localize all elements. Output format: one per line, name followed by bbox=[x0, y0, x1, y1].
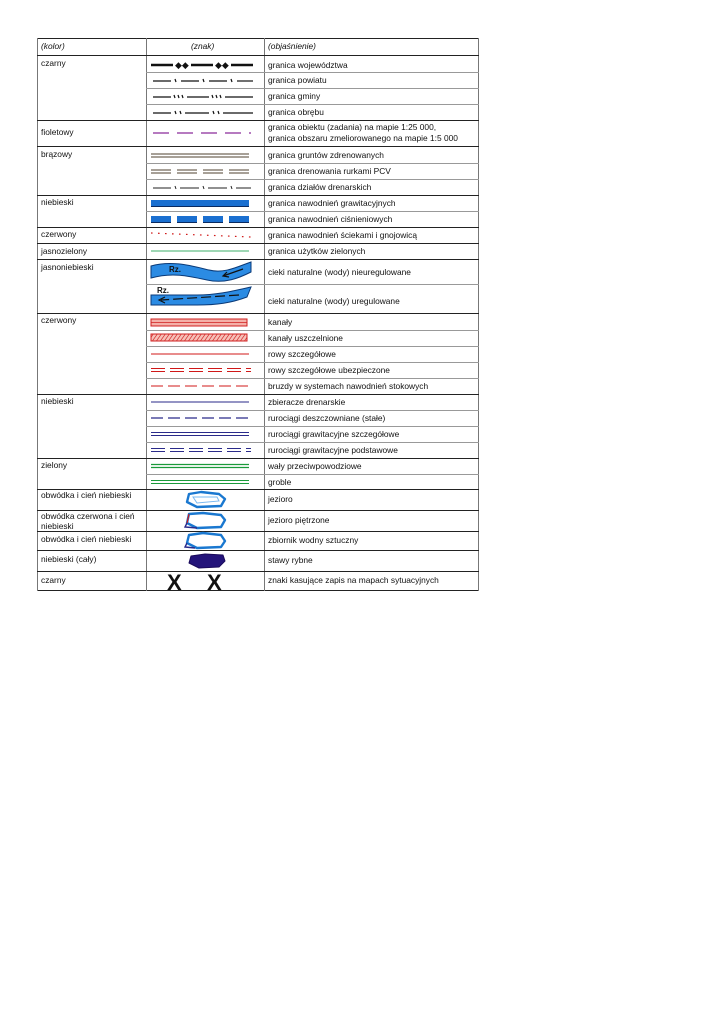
group-color-label: zielony bbox=[41, 460, 68, 470]
brown-dashed-double-line-icon bbox=[147, 164, 265, 180]
row-text: zbiornik wodny sztuczny bbox=[268, 535, 359, 545]
red-diagonal-band-icon bbox=[147, 331, 265, 347]
row-text: granica użytków zielonych bbox=[268, 246, 366, 256]
row-text: granica powiatu bbox=[268, 75, 327, 85]
header-color: (kolor) bbox=[41, 41, 65, 51]
row-text: kanały uszczelnione bbox=[268, 333, 343, 343]
row-text: rurociągi deszczowniane (stałe) bbox=[268, 413, 386, 423]
drainage-section-line-icon bbox=[147, 180, 265, 196]
header-symbol: (znak) bbox=[191, 41, 215, 51]
navy-dashed-double-line-icon bbox=[147, 443, 265, 459]
group-color-label: niebieski (cały) bbox=[41, 554, 97, 564]
stream-label: Rz. bbox=[157, 286, 169, 295]
lake-icon bbox=[147, 490, 265, 512]
navy-double-line-icon bbox=[147, 427, 265, 443]
group-color-label: niebieski bbox=[41, 396, 74, 406]
group-color-label: obwódka czerwona i cień niebieski bbox=[41, 511, 135, 531]
group-color-label: czerwony bbox=[41, 315, 77, 325]
regulated-stream-icon bbox=[147, 285, 265, 311]
brown-double-line-icon bbox=[147, 148, 265, 164]
svg-text:◆◆: ◆◆ bbox=[175, 61, 189, 71]
red-line-icon bbox=[147, 347, 265, 363]
row-text: granica nawodnień grawitacyjnych bbox=[268, 198, 396, 208]
table-border-top bbox=[37, 38, 479, 39]
red-dashed-double-line-icon bbox=[147, 363, 265, 379]
row-text: rowy szczegółowe bbox=[268, 349, 336, 359]
group-color-label: obwódka i cień niebieski bbox=[41, 534, 132, 544]
row-text: granica nawodnień ściekami i gnojowicą bbox=[268, 230, 417, 240]
group-color-label: niebieski bbox=[41, 197, 74, 207]
row-text: rurociągi grawitacyjne szczegółowe bbox=[268, 429, 400, 439]
row-text: cieki naturalne (wody) uregulowane bbox=[268, 296, 400, 306]
blue-solid-band-icon bbox=[147, 196, 265, 212]
row-text: groble bbox=[268, 477, 292, 487]
legend-table bbox=[37, 38, 479, 591]
row-text: granica obrębu bbox=[268, 107, 324, 117]
group-color-label: jasnozielony bbox=[41, 246, 88, 256]
dammed-lake-icon bbox=[147, 511, 265, 533]
cancel-mark-glyph: X bbox=[207, 570, 222, 592]
row-text: jezioro piętrzone bbox=[268, 515, 330, 525]
cancel-mark-glyph: X bbox=[167, 570, 182, 592]
row-text: jezioro bbox=[268, 494, 293, 504]
cancel-mark-icon bbox=[147, 570, 265, 594]
row-text: znaki kasujące zapis na mapach sytuacyjnych bbox=[268, 575, 439, 585]
row-text: stawy rybne bbox=[268, 555, 313, 565]
row-text: rurociągi grawitacyjne podstawowe bbox=[268, 445, 398, 455]
row-text: bruzdy w systemach nawodnień stokowych bbox=[268, 381, 429, 391]
header-explanation: (objaśnienie) bbox=[268, 41, 316, 51]
svg-text:◆◆: ◆◆ bbox=[215, 61, 229, 71]
row-text: granica województwa bbox=[268, 60, 348, 70]
row-text: wały przeciwpowodziowe bbox=[268, 461, 362, 471]
violet-dashed-line-icon bbox=[147, 126, 265, 142]
navy-dashed-line-icon bbox=[147, 411, 265, 427]
group-color-label: czerwony bbox=[41, 229, 77, 239]
natural-stream-icon bbox=[147, 260, 265, 286]
group-color-label: obwódka i cień niebieski bbox=[41, 490, 132, 500]
red-tick-line-icon bbox=[147, 228, 265, 244]
county-boundary-icon bbox=[147, 73, 265, 89]
row-text: granica gminy bbox=[268, 91, 321, 101]
group-color-label: czarny bbox=[41, 58, 66, 68]
stream-label: Rz. bbox=[169, 265, 181, 274]
group-color-label: brązowy bbox=[41, 149, 73, 159]
green-double-line-icon bbox=[147, 459, 265, 475]
row-text-line-2: granica obszaru zmeliorowanego na mapie 1:5 000 bbox=[268, 133, 458, 143]
green-line-icon bbox=[147, 244, 265, 260]
row-text: granica drenowania rurkami PCV bbox=[268, 166, 391, 176]
row-text: granica obiektu (zadania) na mapie 1:25 000, bbox=[268, 122, 437, 132]
row-text: granica działów drenarskich bbox=[268, 182, 372, 192]
red-dashed-line-icon bbox=[147, 379, 265, 395]
row-text: rowy szczegółowe ubezpieczone bbox=[268, 365, 390, 375]
row-text: granica gruntów zdrenowanych bbox=[268, 150, 384, 160]
group-color-label: czarny bbox=[41, 575, 66, 585]
row-text: zbieracze drenarskie bbox=[268, 397, 346, 407]
row-text: cieki naturalne (wody) nieuregulowane bbox=[268, 267, 411, 277]
commune-boundary-icon bbox=[147, 89, 265, 105]
group-color-label: jasnoniebieski bbox=[41, 262, 94, 272]
row-text: granica nawodnień ciśnieniowych bbox=[268, 214, 393, 224]
row-text: kanały bbox=[268, 317, 293, 327]
group-color-label: fioletowy bbox=[41, 127, 74, 137]
navy-line-icon bbox=[147, 395, 265, 411]
blue-dashed-band-icon bbox=[147, 212, 265, 228]
precinct-boundary-icon bbox=[147, 105, 265, 121]
